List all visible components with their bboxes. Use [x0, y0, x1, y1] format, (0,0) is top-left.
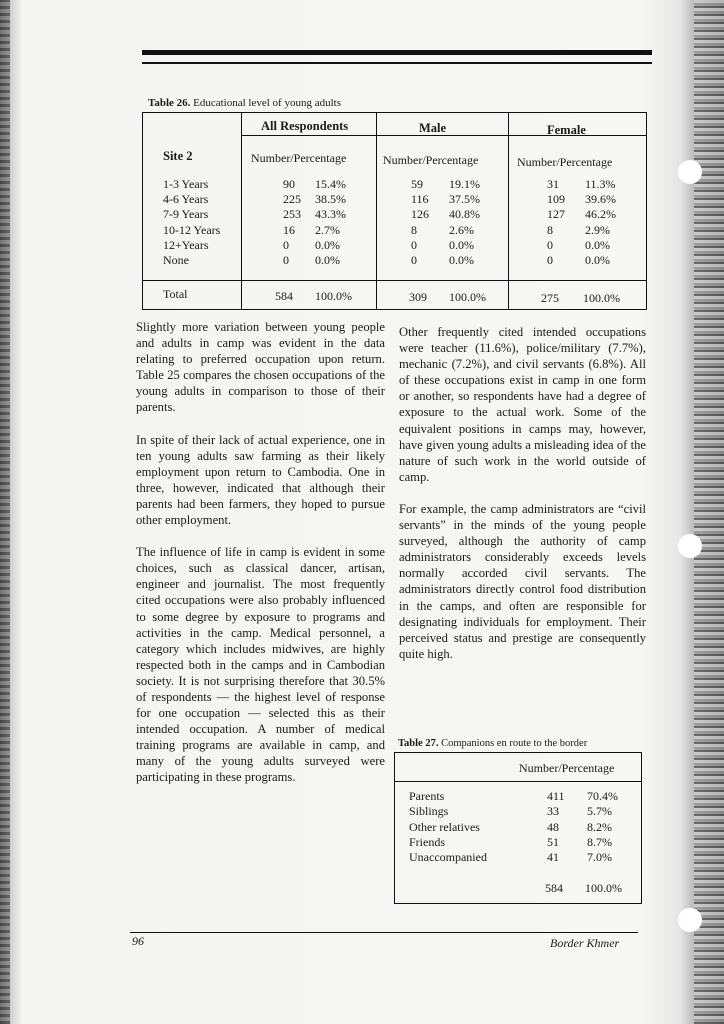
table26-total-label: Total: [163, 287, 188, 301]
left-paragraph-2: In spite of their lack of actual experience, one in ten young adults saw farming as their likely employment upon return to Cambodia. One in three, however, indicated that although their parents had been farmers, they hoped to pursue other employment.: [136, 432, 385, 528]
table27-cell-n: 48: [547, 819, 559, 834]
running-title: Border Khmer: [550, 936, 620, 950]
table26-cell-m-n: 0: [411, 237, 417, 252]
table27-total-n: 584: [545, 881, 563, 895]
table26-cell-label: 7-9 Years: [163, 207, 209, 222]
table26-total-all-p: 100.0%: [315, 289, 352, 303]
binder-hole-bottom: [678, 908, 702, 932]
table26-caption-text: Educational level of young adults: [193, 97, 341, 109]
table26-cell-all-p: 0.0%: [315, 253, 340, 267]
table27-cell-label: Parents: [409, 789, 445, 803]
table26-total-all-n: 584: [275, 289, 293, 303]
table26-total-m-p: 100.0%: [449, 290, 486, 304]
table27-cell-label: Unaccompanied: [409, 850, 487, 865]
table26-cell-all-n: 253: [283, 207, 301, 222]
table26-col-header-female: Number/Percentage: [517, 155, 613, 169]
table26-col-header-male: Number/Percentage: [383, 153, 479, 167]
table26-cell-m-p: 19.1%: [449, 177, 480, 191]
table26-cell-all-p: 2.7%: [315, 222, 340, 237]
left-paragraph-3: The influence of life in camp is evident in some choices, such as classical dancer, artisan, engineer and journalist. The most frequently cited occupations were also probably influenced to some degree by exposure to programs and activities in the camp. Medical personnel, a category which includes midwives, are highly respected both in the camps and in Cambodian society. It is not surprising therefore that 30.5% of respondents — the highest level of response for one occupation — selected this as their intended occupation. A number of medical training programs are available in camp, and many of the young adults surveyed were participating in these programs.: [136, 545, 385, 785]
table26-cell-m-n: 0: [411, 253, 417, 267]
table26-cell-f-p: 0.0%: [585, 253, 610, 267]
table27-header-rule: [395, 781, 641, 782]
scan-shadow-left: [0, 0, 10, 1024]
right-paragraph-2: For example, the camp administrators are “civil servants” in the minds of the young people surveyed, although the authority of camp administrators considerably exceeds levels normally accorded civil servants. The administrators directly control food distribution in the camps, and often are responsible for designating individuals for employment. Their perceived status and prestige are consequently quite high.: [399, 501, 646, 661]
table27-cell-n: 51: [547, 834, 559, 849]
left-column: [136, 319, 385, 802]
table26-cell-label: 12+Years: [163, 237, 209, 252]
table26-cell-label: None: [163, 253, 189, 267]
table26-cell-all-n: 90: [283, 177, 295, 191]
table26-total-m-n: 309: [409, 290, 427, 304]
header-rule-thin: [142, 62, 652, 64]
left-paragraph-1: Slightly more variation between young people and adults in camp was evident in the data relating to preferred occupation upon return. Table 25 compares the chosen occupations of the young adults in comparison to those of their parents.: [136, 320, 385, 415]
table26-cell-m-p: 2.6%: [449, 222, 474, 237]
header-rule-thick: [142, 50, 652, 55]
binder-hole-middle: [678, 534, 702, 558]
table26-cell-f-n: 31: [547, 177, 559, 191]
table26-cell-m-n: 116: [411, 192, 429, 207]
table27: [394, 752, 642, 904]
table27-cell-p: 8.7%: [587, 834, 612, 849]
table26-cell-f-n: 127: [547, 207, 565, 222]
table27-cell-n: 41: [547, 850, 559, 865]
table26-cell-label: 1-3 Years: [163, 177, 209, 191]
table27-cell-n: 33: [547, 804, 559, 819]
table27-col-header: Number/Percentage: [519, 761, 615, 775]
table26-cell-f-p: 39.6%: [585, 192, 616, 207]
table26-cell-m-p: 0.0%: [449, 237, 474, 252]
page-number: 96: [132, 934, 144, 948]
table26-cell-all-p: 15.4%: [315, 177, 346, 191]
table27-caption: [398, 738, 587, 749]
table27-caption-text: Companions en route to the border: [441, 738, 588, 749]
table26-cell-f-n: 0: [547, 253, 553, 267]
table26-caption-number: Table 26.: [148, 97, 191, 109]
table26-cell-m-p: 0.0%: [449, 253, 474, 267]
scan-shadow-right: [694, 0, 724, 1024]
table26-row-header: Site 2: [163, 149, 193, 163]
table26-cell-all-p: 0.0%: [315, 237, 340, 252]
table27-cell-p: 5.7%: [587, 804, 612, 819]
table27-cell-p: 7.0%: [587, 850, 612, 865]
binder-hole-top: [678, 160, 702, 184]
table26: [142, 112, 647, 310]
table27-cell-label: Friends: [409, 834, 445, 849]
table26-cell-all-n: 16: [283, 222, 295, 237]
table26-cell-m-p: 37.5%: [449, 192, 480, 207]
table26-cell-f-n: 8: [547, 222, 553, 237]
table26-caption: [148, 97, 341, 109]
table26-cell-m-n: 8: [411, 222, 417, 237]
table26-cell-all-p: 43.3%: [315, 207, 346, 222]
right-column: [399, 324, 646, 678]
table26-cell-all-n: 225: [283, 192, 301, 207]
table26-cell-f-n: 0: [547, 237, 553, 252]
table26-cell-f-p: 11.3%: [585, 177, 616, 191]
table26-cell-all-n: 0: [283, 253, 289, 267]
table26-cell-f-n: 109: [547, 192, 565, 207]
table26-group-male: Male: [419, 121, 447, 135]
table26-cell-f-p: 0.0%: [585, 237, 610, 252]
table26-cell-f-p: 46.2%: [585, 207, 616, 222]
table26-total-rule: [143, 280, 646, 281]
table26-cell-all-n: 0: [283, 237, 289, 252]
table26-cell-f-p: 2.9%: [585, 222, 610, 237]
table27-cell-label: Siblings: [409, 804, 449, 819]
table26-cell-m-n: 59: [411, 177, 423, 191]
table26-group-all: All Respondents: [261, 119, 349, 133]
table27-caption-number: Table 27.: [398, 738, 439, 749]
table26-group-female: Female: [547, 123, 586, 137]
footer-rule: [130, 932, 638, 933]
table26-cell-label: 10-12 Years: [163, 222, 221, 237]
table27-cell-n: 411: [547, 789, 565, 803]
table26-cell-label: 4-6 Years: [163, 192, 209, 207]
table26-cell-m-p: 40.8%: [449, 207, 480, 222]
right-paragraph-1: Other frequently cited intended occupations were teacher (11.6%), police/military (7.7%), mechanic (7.2%), and civil servants (6.8%). All of these occupations exist in camp in one form or another, so respondents have had a degree of exposure to the actual work. Some of the equivalent positions in camps may, however, have given young adults a misleading idea of the nature of such work in the world outside of camp.: [399, 325, 646, 484]
table26-col-header-all: Number/Percentage: [251, 151, 347, 165]
table26-total-f-p: 100.0%: [583, 291, 620, 305]
table27-total-p: 100.0%: [585, 881, 622, 895]
table26-total-f-n: 275: [541, 291, 559, 305]
table27-cell-label: Other relatives: [409, 819, 480, 834]
table27-cell-p: 70.4%: [587, 789, 618, 803]
table26-cell-all-p: 38.5%: [315, 192, 346, 207]
table26-cell-m-n: 126: [411, 207, 429, 222]
table27-cell-p: 8.2%: [587, 819, 612, 834]
